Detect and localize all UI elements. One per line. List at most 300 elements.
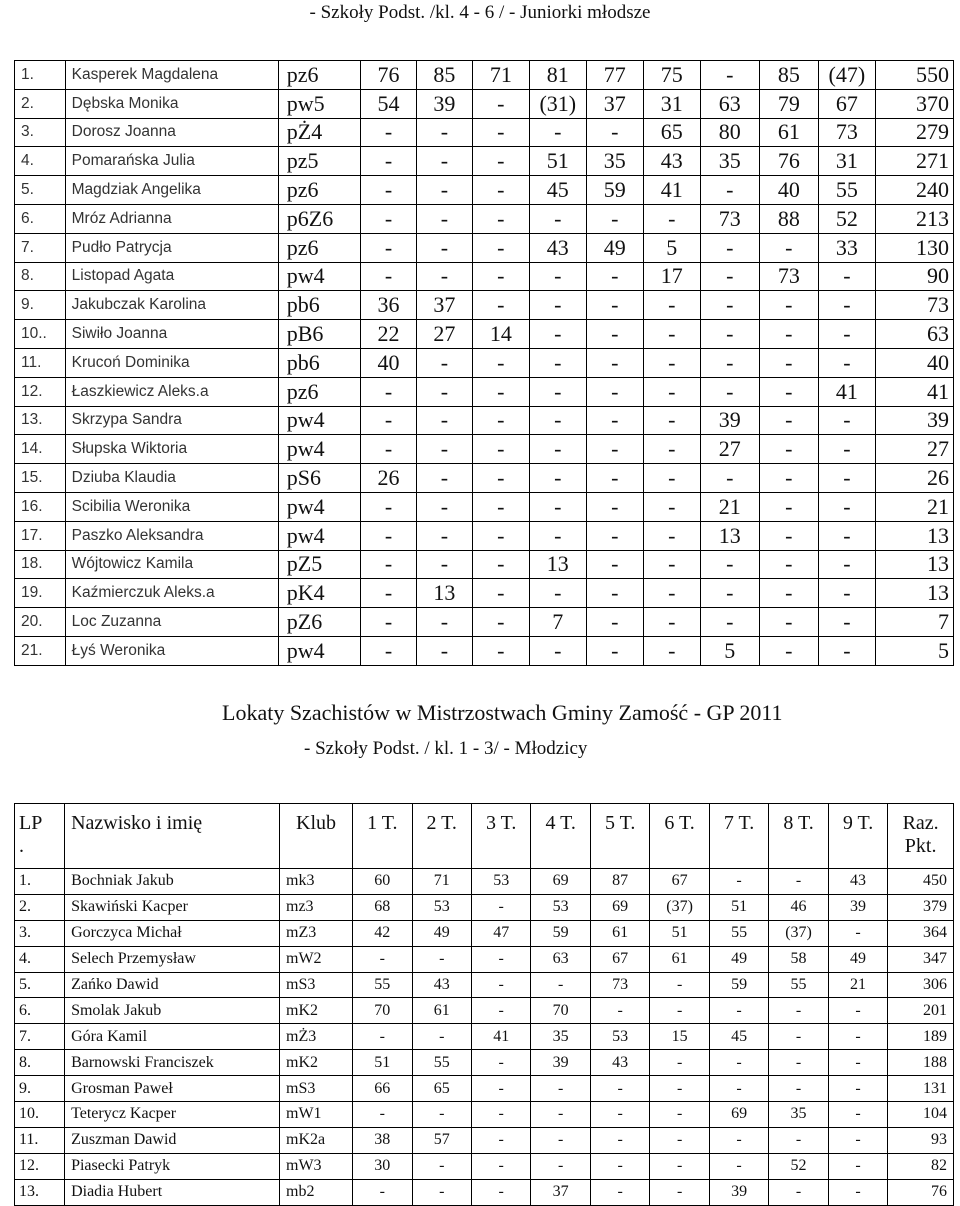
round-score: - (586, 291, 643, 320)
round-score: - (472, 608, 529, 637)
round-score: - (416, 147, 472, 176)
round-score: 70 (531, 998, 590, 1024)
row-club: p6Z6 (278, 204, 360, 233)
round-score: - (818, 291, 875, 320)
round-score: 76 (361, 61, 417, 90)
round-score: - (818, 608, 875, 637)
table-row (15, 464, 954, 493)
row-total: 188 (888, 1050, 954, 1076)
round-score: - (700, 608, 759, 637)
row-name: Kaźmierczuk Aleks.a (65, 579, 278, 608)
round-score: - (361, 492, 417, 521)
row-name: Góra Kamil (65, 1024, 280, 1050)
round-score: - (472, 204, 529, 233)
round-score: - (769, 998, 828, 1024)
round-score: - (818, 550, 875, 579)
round-score: 79 (759, 89, 818, 118)
round-score: - (529, 406, 586, 435)
table-row (15, 1153, 954, 1179)
round-score: - (828, 1127, 887, 1153)
round-score: 49 (586, 233, 643, 262)
row-name: Zańko Dawid (65, 972, 280, 998)
round-score: - (471, 998, 530, 1024)
row-club: mZ3 (280, 920, 353, 946)
round-score: - (818, 579, 875, 608)
table-row (15, 118, 954, 147)
round-score: - (529, 118, 586, 147)
row-name: Dębska Monika (65, 89, 278, 118)
round-score: - (590, 1179, 649, 1205)
round-score: - (700, 233, 759, 262)
round-score: - (416, 550, 472, 579)
round-score: 43 (828, 869, 887, 895)
round-score: - (586, 636, 643, 665)
round-score: 43 (590, 1050, 649, 1076)
round-score: - (818, 406, 875, 435)
row-total: 13 (875, 579, 953, 608)
row-number: 4. (15, 946, 65, 972)
row-name: Piasecki Patryk (65, 1153, 280, 1179)
round-score: 13 (416, 579, 472, 608)
round-score: - (709, 1076, 768, 1102)
round-score: - (769, 1076, 828, 1102)
round-score: 51 (650, 920, 709, 946)
round-score: 73 (818, 118, 875, 147)
round-score: - (416, 118, 472, 147)
round-score: 55 (412, 1050, 471, 1076)
round-score: 43 (412, 972, 471, 998)
round-score: - (416, 233, 472, 262)
round-score: - (759, 233, 818, 262)
round-score: (31) (529, 89, 586, 118)
round-score: - (361, 377, 417, 406)
round-score: - (650, 1153, 709, 1179)
row-club: pw4 (278, 521, 360, 550)
round-score: 73 (759, 262, 818, 291)
round-score: - (759, 320, 818, 349)
round-score: 61 (650, 946, 709, 972)
round-score: - (818, 464, 875, 493)
round-score: - (643, 435, 700, 464)
round-score: 7 (529, 608, 586, 637)
header-round-6: 6 T. (650, 804, 709, 869)
row-number: 5. (15, 176, 66, 205)
table-row (15, 147, 954, 176)
round-score: - (759, 406, 818, 435)
round-score: - (828, 1050, 887, 1076)
round-score: - (818, 320, 875, 349)
header-round-4: 4 T. (531, 804, 590, 869)
round-score: - (769, 869, 828, 895)
row-number: 9. (15, 1076, 65, 1102)
row-club: pw4 (278, 636, 360, 665)
round-score: 51 (709, 894, 768, 920)
row-name: Listopad Agata (65, 262, 278, 291)
round-score: - (709, 869, 768, 895)
round-score: - (471, 1076, 530, 1102)
round-score: 45 (709, 1024, 768, 1050)
row-total: 131 (888, 1076, 954, 1102)
mlodzicy-results-table (14, 803, 954, 1206)
row-total: 39 (875, 406, 953, 435)
round-score: 75 (643, 61, 700, 90)
row-number: 8. (15, 262, 66, 291)
round-score: - (818, 492, 875, 521)
row-name: Zuszman Dawid (65, 1127, 280, 1153)
round-score: 73 (590, 972, 649, 998)
table-row (15, 998, 954, 1024)
round-score: - (643, 636, 700, 665)
row-number: 12. (15, 377, 66, 406)
round-score: - (650, 1076, 709, 1102)
round-score: - (472, 176, 529, 205)
row-name: Barnowski Franciszek (65, 1050, 280, 1076)
row-club: pZ5 (278, 550, 360, 579)
row-club: mS3 (280, 972, 353, 998)
round-score: - (472, 377, 529, 406)
round-score: 55 (769, 972, 828, 998)
table-row (15, 1050, 954, 1076)
round-score: - (643, 608, 700, 637)
row-club: mK2 (280, 1050, 353, 1076)
round-score: - (531, 972, 590, 998)
row-number: 13. (15, 1179, 65, 1205)
round-score: 42 (353, 920, 412, 946)
round-score: - (828, 1024, 887, 1050)
round-score: - (586, 464, 643, 493)
round-score: - (828, 1179, 887, 1205)
round-score: 71 (412, 869, 471, 895)
row-number: 2. (15, 894, 65, 920)
table-row (15, 946, 954, 972)
row-number: 15. (15, 464, 66, 493)
row-number: 4. (15, 147, 66, 176)
header-round-8: 8 T. (769, 804, 828, 869)
header-lp: LP . (15, 804, 65, 869)
round-score: 80 (700, 118, 759, 147)
round-score: 52 (818, 204, 875, 233)
round-score: - (353, 1102, 412, 1128)
row-name: Siwiło Joanna (65, 320, 278, 349)
header-name: Nazwisko i imię (65, 804, 280, 869)
round-score: 63 (531, 946, 590, 972)
round-score: - (361, 118, 417, 147)
row-name: Teterycz Kacper (65, 1102, 280, 1128)
row-total: 450 (888, 869, 954, 895)
round-score: 41 (471, 1024, 530, 1050)
row-total: 21 (875, 492, 953, 521)
round-score: - (471, 946, 530, 972)
round-score: - (590, 1076, 649, 1102)
round-score: - (650, 1102, 709, 1128)
table-row (15, 348, 954, 377)
round-score: 33 (818, 233, 875, 262)
round-score: - (361, 176, 417, 205)
row-total: 13 (875, 521, 953, 550)
table-row (15, 492, 954, 521)
round-score: 65 (412, 1076, 471, 1102)
round-score: - (586, 262, 643, 291)
round-score: - (769, 1179, 828, 1205)
round-score: 46 (769, 894, 828, 920)
round-score: 22 (361, 320, 417, 349)
row-number: 7. (15, 233, 66, 262)
round-score: - (361, 147, 417, 176)
table-row (15, 972, 954, 998)
row-number: 11. (15, 348, 66, 377)
row-name: Mróz Adrianna (65, 204, 278, 233)
row-name: Krucoń Dominika (65, 348, 278, 377)
round-score: - (416, 636, 472, 665)
round-score: - (828, 920, 887, 946)
round-score: - (700, 348, 759, 377)
round-score: - (529, 636, 586, 665)
round-score: 17 (643, 262, 700, 291)
row-number: 5. (15, 972, 65, 998)
row-club: pb6 (278, 291, 360, 320)
round-score: - (471, 972, 530, 998)
header-club: Klub (280, 804, 353, 869)
round-score: - (759, 377, 818, 406)
round-score: - (472, 435, 529, 464)
round-score: - (586, 550, 643, 579)
round-score: - (529, 521, 586, 550)
round-score: - (416, 377, 472, 406)
round-score: - (471, 1179, 530, 1205)
row-name: Jakubczak Karolina (65, 291, 278, 320)
round-score: - (471, 1050, 530, 1076)
row-number: 18. (15, 550, 66, 579)
round-score: - (416, 464, 472, 493)
round-score: 68 (353, 894, 412, 920)
round-score: (47) (818, 61, 875, 90)
header-round-7: 7 T. (709, 804, 768, 869)
round-score: - (650, 972, 709, 998)
round-score: - (361, 521, 417, 550)
round-score: - (700, 291, 759, 320)
round-score: - (529, 579, 586, 608)
round-score: 69 (590, 894, 649, 920)
round-score: - (586, 118, 643, 147)
round-score: - (700, 579, 759, 608)
header-total: Raz. Pkt. (888, 804, 954, 869)
row-club: pz6 (278, 176, 360, 205)
round-score: 49 (828, 946, 887, 972)
round-score: - (361, 550, 417, 579)
row-number: 20. (15, 608, 66, 637)
round-score: - (529, 320, 586, 349)
round-score: - (828, 1102, 887, 1128)
round-score: - (700, 176, 759, 205)
row-number: 7. (15, 1024, 65, 1050)
row-number: 9. (15, 291, 66, 320)
round-score: - (643, 377, 700, 406)
round-score: - (700, 61, 759, 90)
table-row (15, 608, 954, 637)
table-row (15, 550, 954, 579)
round-score: - (828, 998, 887, 1024)
round-score: - (471, 1153, 530, 1179)
round-score: - (361, 233, 417, 262)
round-score: 67 (590, 946, 649, 972)
table-row (15, 869, 954, 895)
round-score: 39 (416, 89, 472, 118)
table-row (15, 233, 954, 262)
round-score: 47 (471, 920, 530, 946)
round-score: - (529, 492, 586, 521)
round-score: - (416, 348, 472, 377)
row-name: Bochniak Jakub (65, 869, 280, 895)
row-name: Dorosz Joanna (65, 118, 278, 147)
round-score: 43 (529, 233, 586, 262)
round-score: - (590, 998, 649, 1024)
table-row (15, 291, 954, 320)
row-name: Gorczyca Michał (65, 920, 280, 946)
round-score: - (361, 406, 417, 435)
round-score: - (769, 1127, 828, 1153)
round-score: 39 (700, 406, 759, 435)
round-score: 51 (353, 1050, 412, 1076)
round-score: 27 (416, 320, 472, 349)
round-score: 87 (590, 869, 649, 895)
round-score: 35 (700, 147, 759, 176)
table-row (15, 1179, 954, 1205)
row-total: 240 (875, 176, 953, 205)
round-score: 76 (759, 147, 818, 176)
round-score: 41 (818, 377, 875, 406)
row-total: 5 (875, 636, 953, 665)
round-score: - (586, 348, 643, 377)
round-score: 61 (759, 118, 818, 147)
table-row (15, 89, 954, 118)
row-number: 19. (15, 579, 66, 608)
round-score: - (709, 1127, 768, 1153)
row-number: 10.. (15, 320, 66, 349)
round-score: - (643, 406, 700, 435)
round-score: 37 (416, 291, 472, 320)
round-score: - (529, 464, 586, 493)
row-club: pŻ4 (278, 118, 360, 147)
round-score: 15 (650, 1024, 709, 1050)
row-club: pB6 (278, 320, 360, 349)
round-score: - (529, 377, 586, 406)
round-score: - (709, 1153, 768, 1179)
table-row (15, 1102, 954, 1128)
row-number: 8. (15, 1050, 65, 1076)
round-score: - (472, 118, 529, 147)
round-score: - (586, 406, 643, 435)
row-total: 347 (888, 946, 954, 972)
round-score: - (650, 1050, 709, 1076)
round-score: - (353, 946, 412, 972)
round-score: - (416, 262, 472, 291)
row-club: pz6 (278, 61, 360, 90)
round-score: 14 (472, 320, 529, 349)
row-name: Dziuba Klaudia (65, 464, 278, 493)
row-name: Pomarańska Julia (65, 147, 278, 176)
round-score: 69 (531, 869, 590, 895)
round-score: - (472, 147, 529, 176)
row-total: 279 (875, 118, 953, 147)
round-score: - (361, 579, 417, 608)
round-score: - (828, 1153, 887, 1179)
row-name: Słupska Wiktoria (65, 435, 278, 464)
round-score: - (472, 492, 529, 521)
round-score: 37 (586, 89, 643, 118)
table-row (15, 204, 954, 233)
round-score: - (643, 521, 700, 550)
row-name: Paszko Aleksandra (65, 521, 278, 550)
round-score: 71 (472, 61, 529, 90)
header-round-2: 2 T. (412, 804, 471, 869)
round-score: - (416, 176, 472, 205)
round-score: - (529, 262, 586, 291)
round-score: 5 (700, 636, 759, 665)
round-score: 51 (529, 147, 586, 176)
round-score: - (769, 1050, 828, 1076)
header-round-3: 3 T. (471, 804, 530, 869)
round-score: 38 (353, 1127, 412, 1153)
row-total: 104 (888, 1102, 954, 1128)
row-total: 379 (888, 894, 954, 920)
round-score: - (818, 262, 875, 291)
round-score: 53 (471, 869, 530, 895)
row-club: pw4 (278, 435, 360, 464)
row-club: pK4 (278, 579, 360, 608)
round-score: - (643, 348, 700, 377)
row-club: pb6 (278, 348, 360, 377)
round-score: 73 (700, 204, 759, 233)
round-score: - (818, 435, 875, 464)
table-row (15, 1076, 954, 1102)
row-club: mK2 (280, 998, 353, 1024)
table-row (15, 377, 954, 406)
round-score: - (472, 291, 529, 320)
round-score: - (531, 1102, 590, 1128)
round-score: - (353, 1024, 412, 1050)
round-score: 55 (818, 176, 875, 205)
row-total: 63 (875, 320, 953, 349)
juniorki-results-table (14, 60, 954, 666)
row-total: 40 (875, 348, 953, 377)
row-name: Łaszkiewicz Aleks.a (65, 377, 278, 406)
round-score: 55 (353, 972, 412, 998)
round-score: - (472, 89, 529, 118)
round-score: - (472, 348, 529, 377)
round-score: - (650, 1179, 709, 1205)
round-score: 59 (709, 972, 768, 998)
round-score: - (759, 550, 818, 579)
round-score: - (412, 1153, 471, 1179)
row-number: 1. (15, 61, 66, 90)
round-score: - (643, 492, 700, 521)
round-score: 85 (759, 61, 818, 90)
round-score: 26 (361, 464, 417, 493)
round-score: - (586, 204, 643, 233)
round-score: 55 (709, 920, 768, 946)
row-club: mŻ3 (280, 1024, 353, 1050)
row-name: Łyś Weronika (65, 636, 278, 665)
row-club: pz6 (278, 377, 360, 406)
round-score: 53 (412, 894, 471, 920)
round-score: - (643, 291, 700, 320)
round-score: - (643, 550, 700, 579)
round-score: - (759, 291, 818, 320)
round-score: 13 (700, 521, 759, 550)
round-score: 58 (769, 946, 828, 972)
round-score: - (586, 608, 643, 637)
round-score: 31 (818, 147, 875, 176)
